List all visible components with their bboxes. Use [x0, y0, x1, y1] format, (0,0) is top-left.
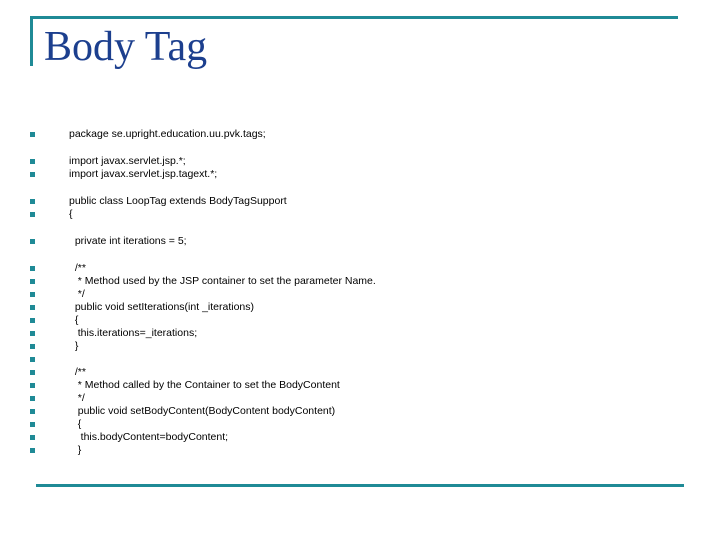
square-bullet-icon — [30, 383, 35, 388]
code-line-text: import javax.servlet.jsp.tagext.*; — [69, 168, 218, 180]
code-line-text: } — [69, 444, 82, 456]
code-line-text: /** — [69, 366, 86, 378]
top-rule — [30, 16, 678, 19]
square-bullet-icon — [30, 318, 35, 323]
code-line-text: * Method used by the JSP container to set the parameter Name. — [69, 275, 376, 287]
code-line-text: public void setBodyContent(BodyContent bodyContent) — [69, 405, 336, 417]
square-bullet-icon — [30, 292, 35, 297]
square-bullet-icon — [30, 132, 35, 137]
code-line-text: { — [69, 314, 79, 326]
code-line-text: } — [69, 340, 79, 352]
code-line-text: private int iterations = 5; — [69, 235, 187, 247]
code-line-text: public void setIterations(int _iterations) — [69, 301, 255, 313]
square-bullet-icon — [30, 344, 35, 349]
code-line-text: { — [69, 208, 73, 220]
code-line-text: */ — [69, 392, 85, 404]
bottom-rule — [36, 484, 684, 487]
square-bullet-icon — [30, 422, 35, 427]
square-bullet-icon — [30, 159, 35, 164]
left-rule — [30, 16, 33, 66]
slide-title: Body Tag — [44, 24, 208, 70]
code-line-text: */ — [69, 288, 85, 300]
square-bullet-icon — [30, 199, 35, 204]
square-bullet-icon — [30, 279, 35, 284]
code-line-text: import javax.servlet.jsp.*; — [69, 155, 186, 167]
square-bullet-icon — [30, 239, 35, 244]
square-bullet-icon — [30, 357, 35, 362]
code-line-text: public class LoopTag extends BodyTagSupport — [69, 195, 287, 207]
square-bullet-icon — [30, 331, 35, 336]
square-bullet-icon — [30, 370, 35, 375]
square-bullet-icon — [30, 409, 35, 414]
code-line-text: package se.upright.education.uu.pvk.tags; — [69, 128, 266, 140]
code-line-text: this.bodyContent=bodyContent; — [69, 431, 229, 443]
square-bullet-icon — [30, 172, 35, 177]
square-bullet-icon — [30, 435, 35, 440]
code-line-text: /** — [69, 262, 86, 274]
square-bullet-icon — [30, 448, 35, 453]
square-bullet-icon — [30, 396, 35, 401]
code-line-text: { — [69, 418, 82, 430]
code-line-text: * Method called by the Container to set the BodyContent — [69, 379, 340, 391]
code-line-text: this.iterations=_iterations; — [69, 327, 198, 339]
square-bullet-icon — [30, 305, 35, 310]
square-bullet-icon — [30, 212, 35, 217]
square-bullet-icon — [30, 266, 35, 271]
